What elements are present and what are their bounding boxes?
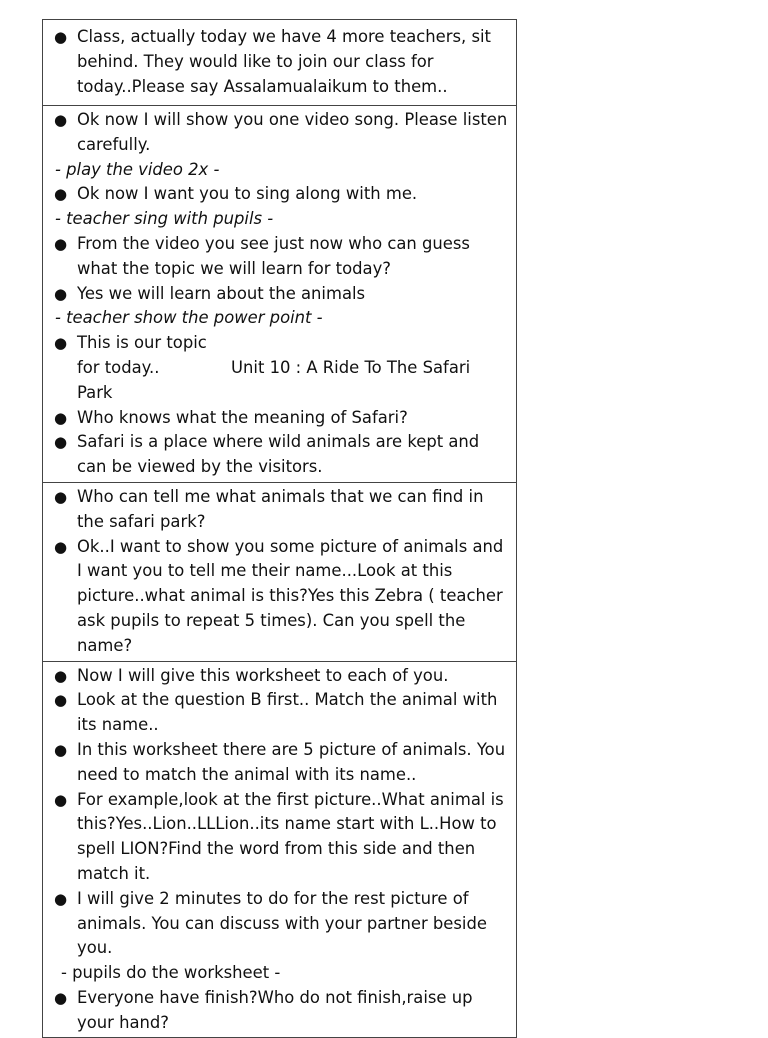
list-item: ● Safari is a place where wild animals are kept and can be viewed by the visitors. [51, 430, 508, 480]
lesson-step-cell [43, 20, 517, 106]
list-item: ● I will give 2 minutes to do for the rest picture of animals. You can discuss with your partner beside you. [51, 887, 508, 961]
lesson-step-cell [43, 106, 517, 483]
list-item: ● Now I will give this worksheet to each of you. [51, 664, 508, 689]
stage-direction: - play the video 2x - [55, 159, 220, 179]
list-item: ● Ok now I will show you one video song. Please listen carefully. [51, 108, 508, 158]
list-item: ● Who knows what the meaning of Safari? [51, 406, 508, 431]
list-item: ● Class, actually today we have 4 more teachers, sit behind. They would like to join our class for today..Please say Assalamualaikum to them.. [51, 25, 508, 99]
list-item: ● Everyone have finish?Who do not finish,raise up your hand? [51, 986, 508, 1036]
list-item: ● For example,look at the first picture..What animal is this?Yes..Lion..LLLion..its name start with L..How to spell LION?Find the word from this side and then match it. [51, 788, 508, 887]
list-item: ● Ok now I want you to sing along with me. [51, 182, 508, 207]
list-item: ● Who can tell me what animals that we can find in the safari park? [51, 485, 508, 535]
stage-direction: - teacher sing with pupils - [55, 209, 274, 229]
stage-direction: - teacher show the power point - [55, 308, 323, 328]
list-item-text: This is our topic for today.. [77, 333, 207, 377]
list-item: ● Yes we will learn about the animals [51, 282, 508, 307]
stage-direction: - pupils do the worksheet - [61, 963, 281, 983]
list-item: ● In this worksheet there are 5 picture of animals. You need to match the animal with its name.. [51, 738, 508, 788]
list-item: ● Ok..I want to show you some picture of animals and I want you to tell me their name...Look at this picture..what animal is this?Yes this Zebra ( teacher ask pupils to repeat 5 times). Can you spell the name? [51, 535, 508, 659]
lesson-step-cell [43, 661, 517, 1038]
lesson-table [42, 19, 517, 1038]
lesson-step-cell [43, 482, 517, 661]
topic-unit-text: Unit 10 : A Ride To The Safari Park [77, 357, 471, 402]
list-item [51, 331, 508, 405]
list-item: ● Look at the question B first.. Match the animal with its name.. [51, 688, 508, 738]
list-item: ● From the video you see just now who can guess what the topic we will learn for today? [51, 232, 508, 282]
